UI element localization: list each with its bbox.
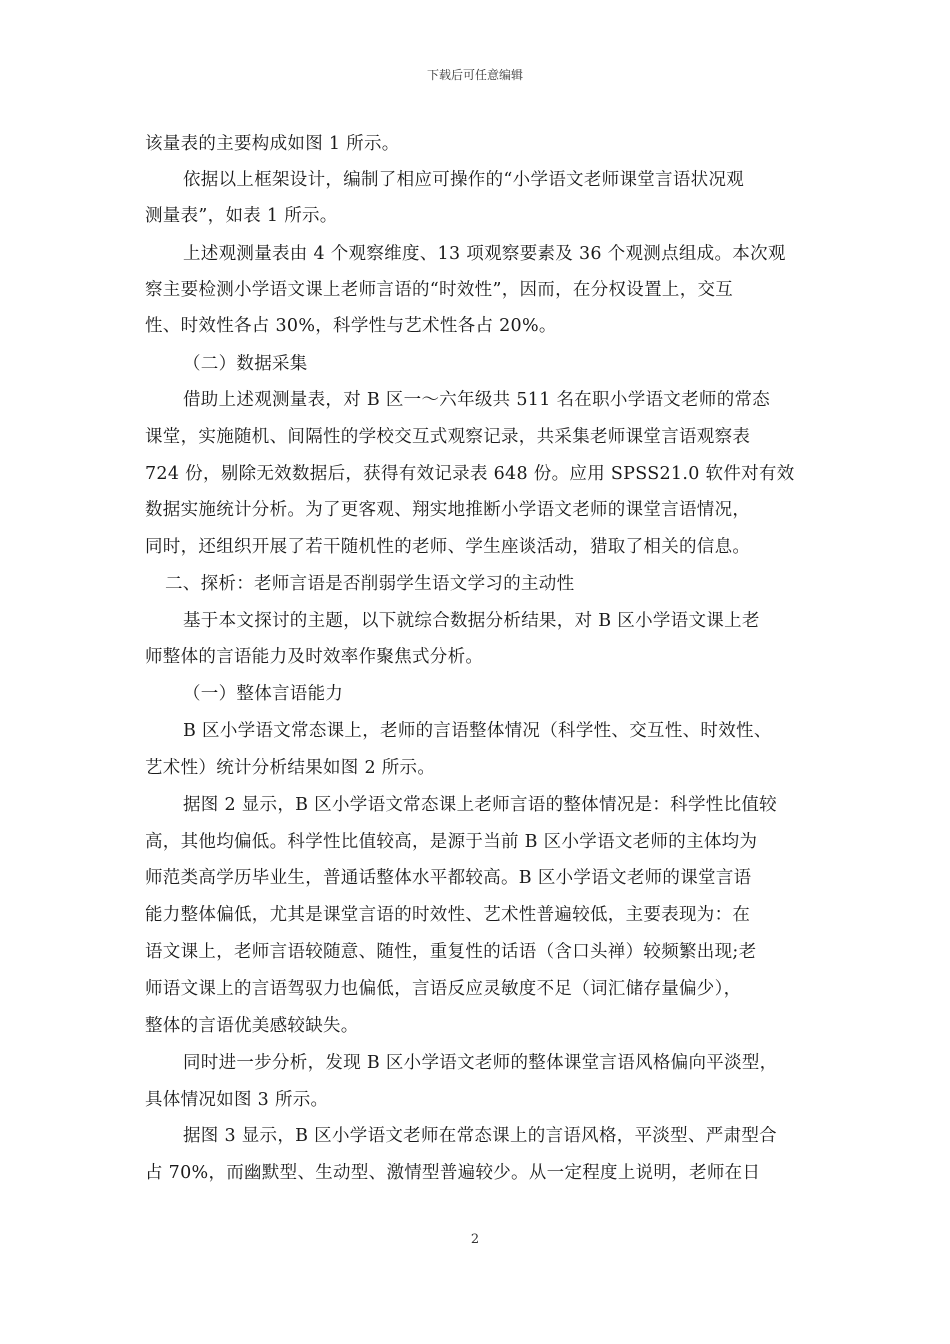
text-line: 数据实施统计分析。为了更客观、翔实地推断小学语文老师的课堂言语情况， — [145, 500, 751, 520]
text-line: 该量表的主要构成如图 1 所示。 — [145, 134, 400, 154]
text-line: 课堂，实施随机、间隔性的学校交互式观察记录，共采集老师课堂言语观察表 — [145, 427, 751, 447]
text-line: 师整体的言语能力及时效率作聚焦式分析。 — [145, 647, 484, 667]
text-line: B 区小学语文常态课上，老师的言语整体情况（科学性、交互性、时效性、 — [183, 721, 772, 741]
text-line: 上述观测量表由 4 个观察维度、13 项观察要素及 36 个观测点组成。本次观 — [183, 244, 786, 264]
text-line: 724 份，剔除无效数据后，获得有效记录表 648 份。应用 SPSS21.0 软件对有效 — [145, 464, 795, 484]
text-line: 能力整体偏低，尤其是课堂言语的时效性、艺术性普遍较低，主要表现为：在 — [145, 905, 751, 925]
text-line: 察主要检测小学语文课上老师言语的“时效性”，因而，在分权设置上，交互 — [145, 280, 734, 300]
text-line: 基于本文探讨的主题，以下就综合数据分析结果，对 B 区小学语文课上老 — [183, 611, 760, 631]
text-line: 据图 3 显示，B 区小学语文老师在常态课上的言语风格，平淡型、严肃型合 — [183, 1126, 777, 1146]
section-heading: （一）整体言语能力 — [183, 684, 344, 704]
text-line: 具体情况如图 3 所示。 — [145, 1090, 329, 1110]
text-line: 艺术性）统计分析结果如图 2 所示。 — [145, 758, 436, 778]
text-line: 占 70%，而幽默型、生动型、激情型普遍较少。从一定程度上说明，老师在日 — [145, 1163, 761, 1183]
section-heading: （二）数据采集 — [183, 354, 308, 374]
text-line: 测量表”，如表 1 所示。 — [145, 206, 338, 226]
section-heading: 二、探析：老师言语是否削弱学生语文学习的主动性 — [165, 574, 575, 594]
page-number: 2 — [470, 1232, 480, 1247]
text-line: 师范类高学历毕业生，普通话整体水平都较高。B 区小学语文老师的课堂言语 — [145, 868, 752, 888]
page-header: 下载后可任意编辑 — [426, 68, 523, 82]
text-line: 师语文课上的言语驾驭力也偏低，言语反应灵敏度不足（词汇储存量偏少）， — [145, 979, 742, 999]
text-line: 同时，还组织开展了若干随机性的老师、学生座谈活动，猎取了相关的信息。 — [145, 537, 751, 557]
text-line: 性、时效性各占 30%，科学性与艺术性各占 20%。 — [145, 316, 557, 336]
text-line: 依据以上框架设计，编制了相应可操作的“小学语文老师课堂言语状况观 — [183, 170, 745, 190]
text-line: 借助上述观测量表，对 B 区一～六年级共 511 名在职小学语文老师的常态 — [183, 390, 771, 410]
text-line: 同时进一步分析，发现 B 区小学语文老师的整体课堂言语风格偏向平淡型， — [183, 1053, 778, 1073]
text-line: 语文课上，老师言语较随意、随性，重复性的话语（含口头禅）较频繁出现;老 — [145, 942, 757, 962]
text-line: 据图 2 显示，B 区小学语文常态课上老师言语的整体情况是：科学性比值较 — [183, 795, 777, 815]
text-line: 高，其他均偏低。科学性比值较高，是源于当前 B 区小学语文老师的主体均为 — [145, 832, 758, 852]
text-line: 整体的言语优美感较缺失。 — [145, 1016, 359, 1036]
